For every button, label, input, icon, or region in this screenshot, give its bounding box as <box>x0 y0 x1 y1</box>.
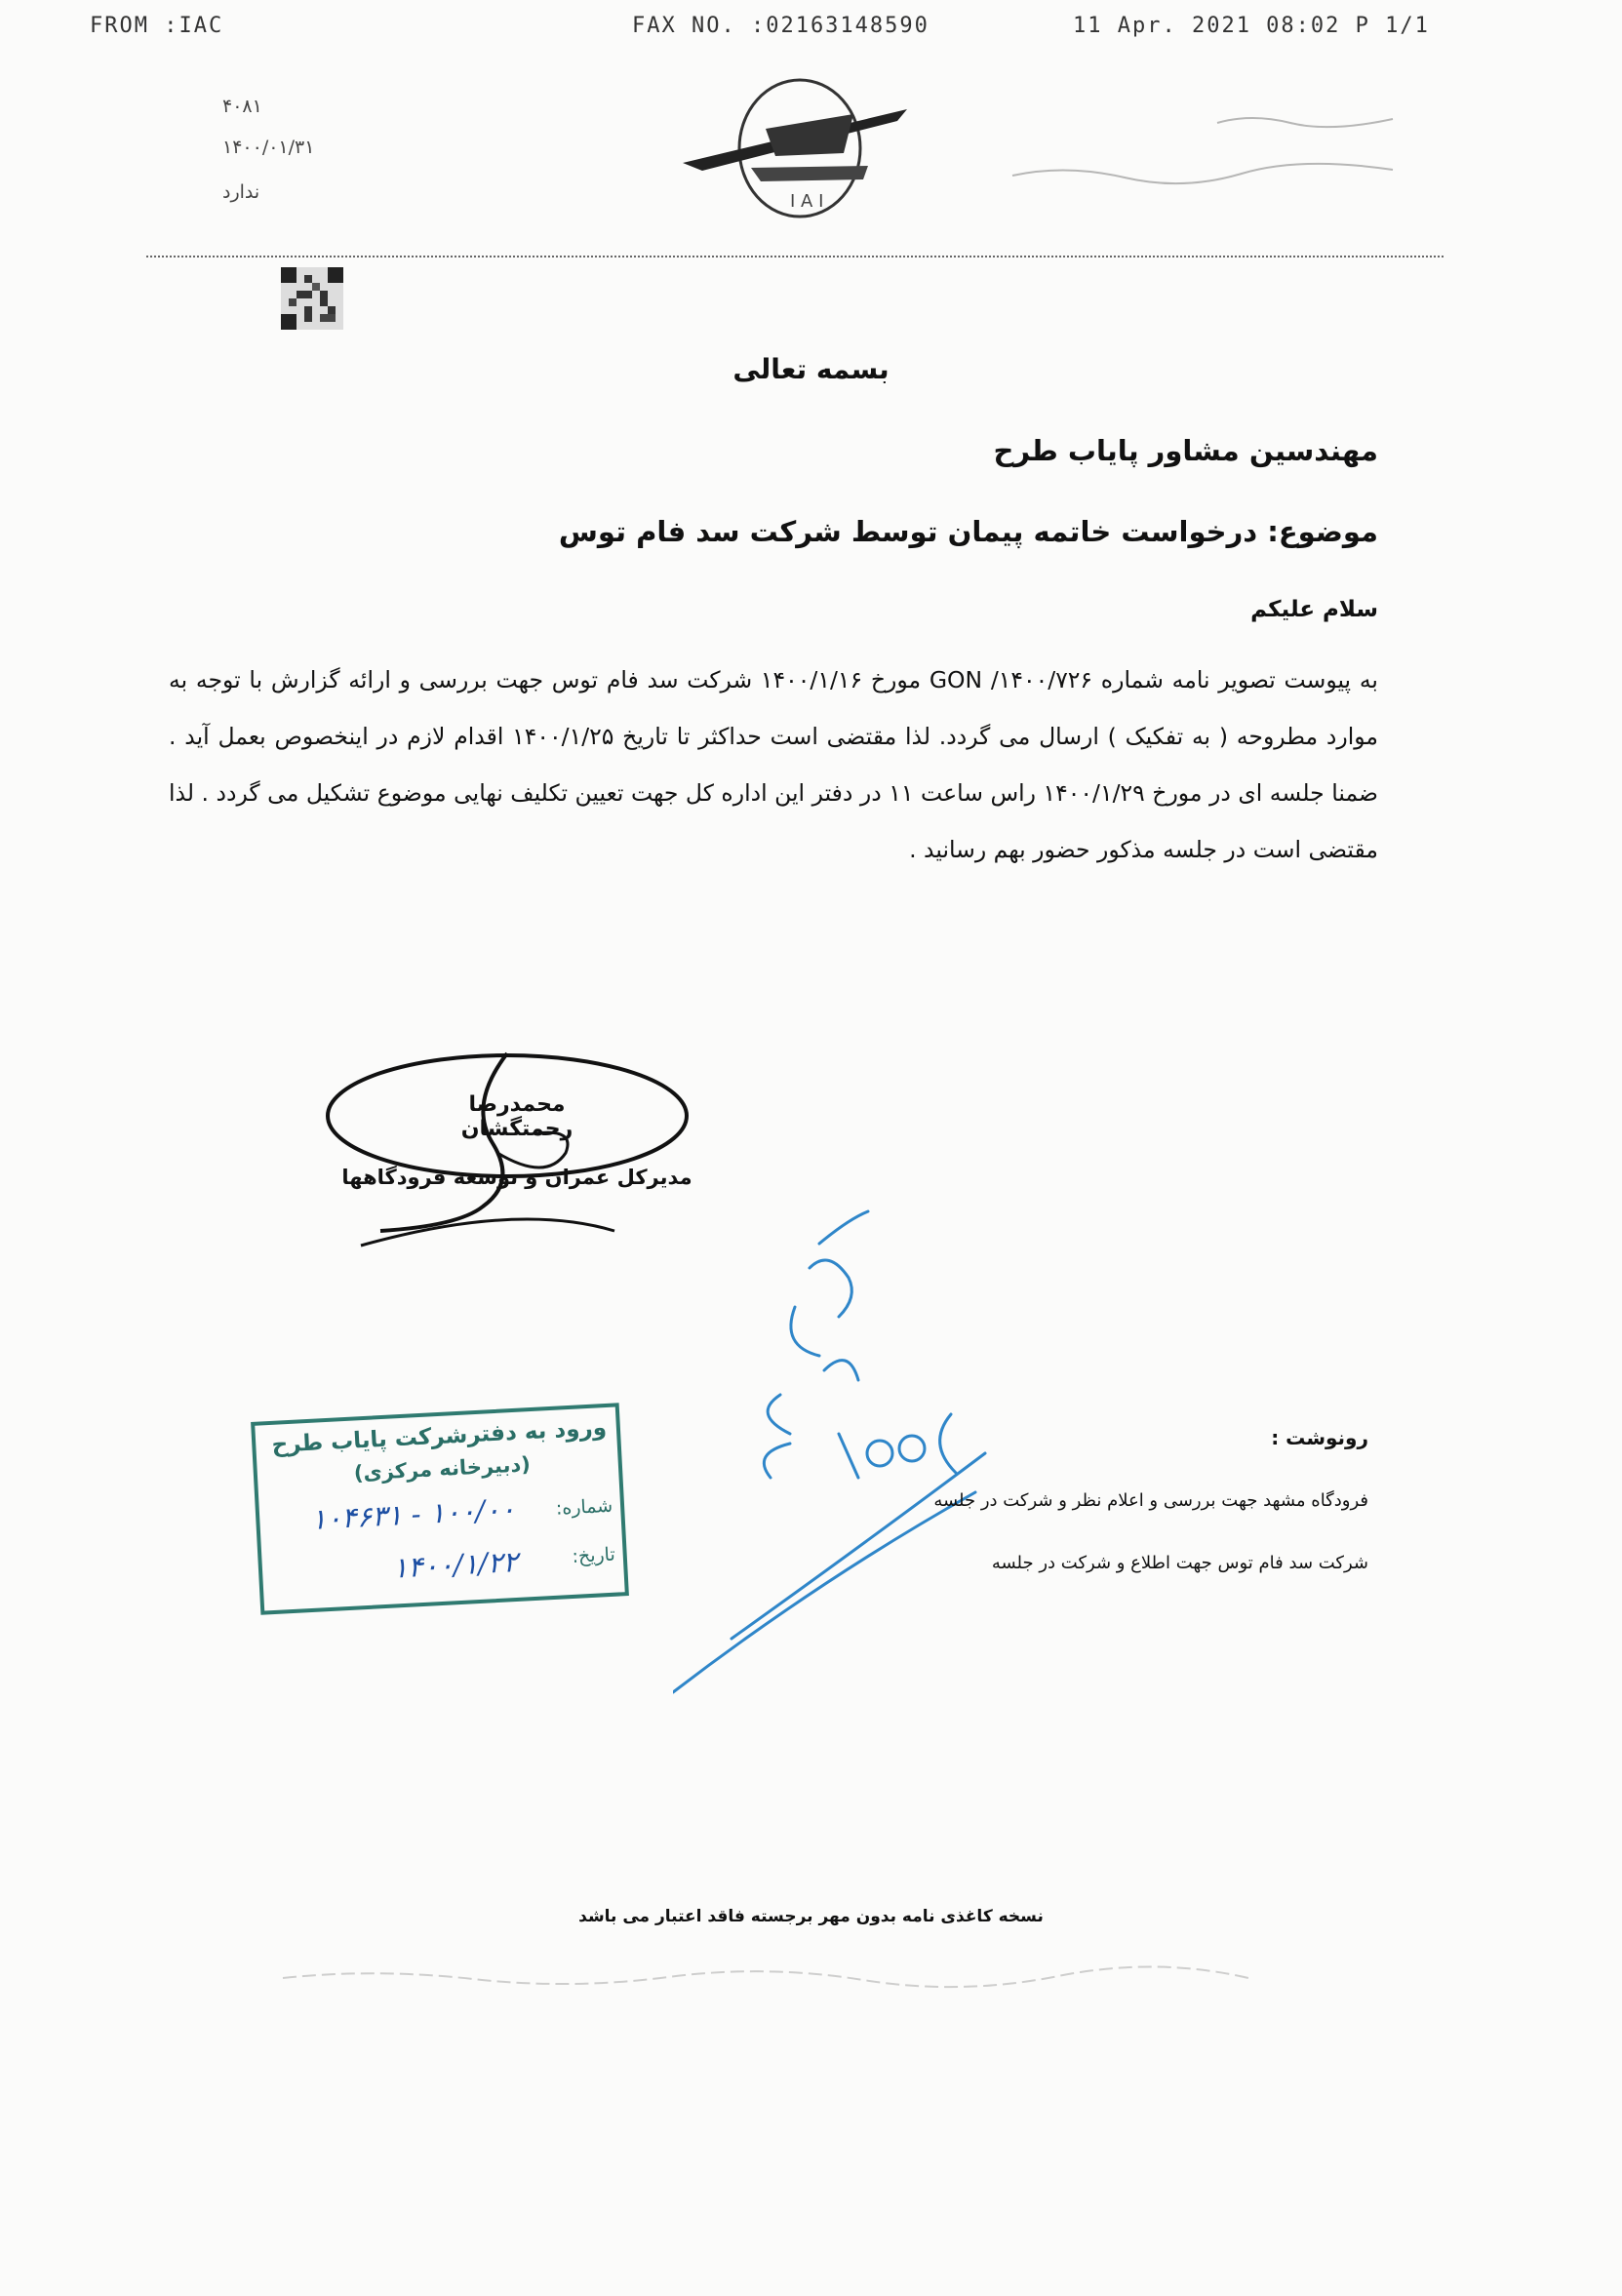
stamp-number-value: ۱۰۰/۰۰ - ۱۰۴۶۳۱ <box>310 1491 516 1536</box>
cc-title: رونوشت : <box>1271 1426 1368 1449</box>
letter-attachment-value: ندارد <box>222 181 260 203</box>
letter-date-value: ۱۴۰۰/۰۱/۳۱ <box>222 137 315 158</box>
signature-icon <box>322 1036 702 1260</box>
letter-number-label <box>422 96 427 117</box>
letter-greeting: سلام علیکم <box>1250 597 1378 622</box>
stamp-date-value: ۱۴۰۰/۱/۲۲ <box>391 1544 519 1585</box>
cc-item: شرکت سد فام توس جهت اطلاع و شرکت در جلسه <box>991 1553 1368 1573</box>
faded-text-icon <box>1008 156 1398 189</box>
letter-besmellah: بسمه تعالی <box>732 353 890 385</box>
fax-number: FAX NO. :02163148590 <box>632 14 930 38</box>
cc-item: فرودگاه مشهد جهت بررسی و اعلام نظر و شرکت در جلسه <box>933 1490 1368 1511</box>
stamp-title: ورود به دفترشرکت پایاب طرح <box>271 1414 608 1458</box>
letter-recipient: مهندسین مشاور پایاب طرح <box>993 434 1378 467</box>
svg-text:I A I: I A I <box>790 191 824 212</box>
handwritten-note-icon <box>673 1209 1044 1697</box>
fax-date: 11 Apr. 2021 08:02 P 1/1 <box>1073 14 1430 38</box>
stamp-date-label: تاریخ: <box>571 1543 616 1567</box>
letter-number-row <box>222 96 427 117</box>
footer-address <box>263 1963 1268 1998</box>
faded-address-icon <box>278 1963 1253 1993</box>
secretariat-stamp <box>251 1403 629 1615</box>
organization-header-line2 <box>1008 156 1398 195</box>
organization-logo-icon <box>673 70 917 226</box>
header-divider <box>146 256 1444 257</box>
letter-subject: موضوع: درخواست خاتمه پیمان توسط شرکت سد فام توس <box>558 515 1378 548</box>
letter-body: به پیوست تصویر نامه شماره GON /۱۴۰۰/۷۲۶ مورخ ۱۴۰۰/۱/۱۶ شرکت سد فام توس جهت بررسی و ارائه گزارش با توجه به موارد مطروحه ( به تفکیک ) ارسال می گردد. لذا مقتضی است حداکثر تا تاریخ ۱۴۰۰/۱/۲۵ اقدام لازم در اینخصوص بعمل آید . ضمنا جلسه ای در مورخ ۱۴۰۰/۱/۲۹ راس ساعت ۱۱ در دفتر این اداره کل جهت تعیین تکلیف نهایی موضوع تشکیل می گردد . لذا مقتضی است در جلسه مذکور حضور بهم رسانید . <box>169 666 1378 863</box>
faded-text-icon <box>1212 105 1398 135</box>
stamp-number-label: شماره: <box>555 1494 613 1520</box>
stamp-subtitle: (دبیرخانه مرکزی) <box>353 1452 532 1485</box>
letter-attachment-row <box>222 181 427 203</box>
signatory-name: محمدرضا رحمتگشان <box>460 1092 574 1141</box>
signatory-title: مدیرکل عمران و توسعه فرودگاهها <box>341 1166 692 1189</box>
footer-validity-note: نسخه کاغذی نامه بدون مهر برجسته فاقد اعتبار می باشد <box>578 1907 1044 1926</box>
letter-attachment-label <box>422 181 427 203</box>
letter-date-label <box>422 137 427 158</box>
letter-number-value: ۴۰۸۱ <box>222 96 262 117</box>
letter-date-row <box>222 137 427 158</box>
qr-code-icon <box>281 267 343 330</box>
organization-header-line1 <box>1212 105 1398 140</box>
fax-sender: FROM :IAC <box>90 14 224 38</box>
